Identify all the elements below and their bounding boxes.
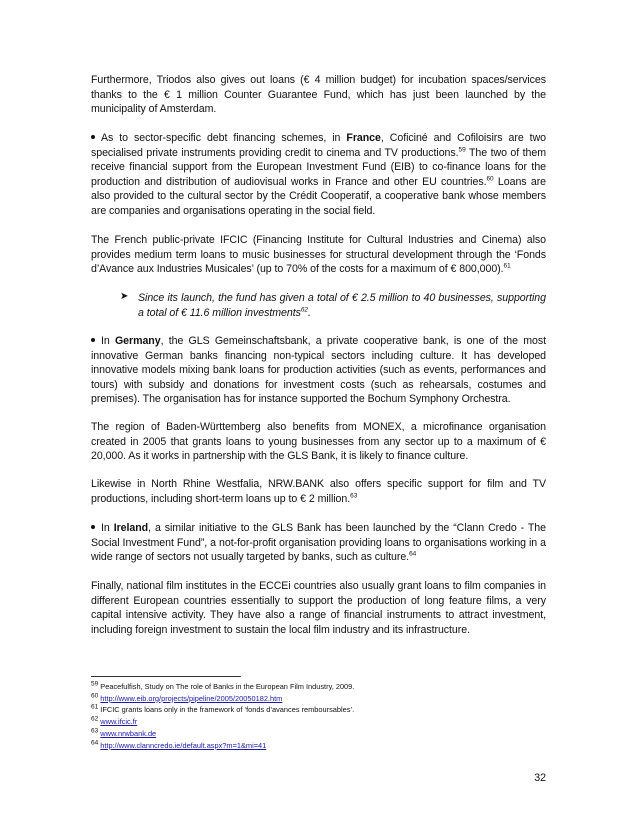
footnote-link[interactable]: http://www.clanncredo.ie/default.aspx?m=1&mi=41 xyxy=(100,740,267,750)
paragraph-france: As to sector-specific debt financing schemes, in France, Coficiné and Cofiloisirs are two specialised private instruments providing credit to cinema and TV productions.$^{59}$ The two of them receive financial support from the European Investment Fund (EIB) to co-finance loans for the production and distribution of audiovisual works in France and other EU countries.$^{60}$ Loans are also provided to the cultural sector by the Crédit Cooperatif, a cooperative bank whose members are companies and organisations operating in the social field. xyxy=(91,132,547,217)
footnote-ref[interactable]: 60 xyxy=(486,174,494,182)
country-name-germany: Germany xyxy=(114,335,161,347)
footnote: $^{62}$ www.ifcic.fr xyxy=(91,715,138,727)
footnote-link[interactable]: http://www.eib.org/projects/pipeline/2005/20050182.htm xyxy=(100,693,283,703)
paragraph-ireland: In Ireland, a similar initiative to the GLS Bank has been launched by the “Clann Credo - The Social Investment Fund”, a not-for-profit organisation providing loans to organisations working in a wide range of sectors not usually targeted by banks, such as culture.$^{64}$ xyxy=(91,522,546,563)
paragraph-ifcic: The French public-private IFCIC (Financing Institute for Cultural Industries and Cinema) also provides medium term loans to music businesses for structural development through the ‘Fonds d’Avance aux Industries Musicales’ (up to 70% of the costs for a maximum of € 800,000).$^{61}$ xyxy=(91,234,546,275)
footnote-divider xyxy=(91,676,241,677)
footnote: $^{61}$ IFCIC grants loans only in the framework of ‘fonds d’avances remboursables’. xyxy=(91,703,355,715)
paragraph-triodos xyxy=(91,73,546,117)
footnote-ref[interactable]: 63 xyxy=(350,491,358,499)
bullet-dot xyxy=(91,135,95,139)
paragraph-text: Furthermore, Triodos also gives out loans (€ 4 million budget) for incubation spaces/services thanks to the € 1 million Counter Guarantee Fund, which has just been launched by the municipality of Amsterdam. xyxy=(91,74,546,115)
footnote: $^{64}$ http://www.clanncredo.ie/default.aspx?m=1&mi=41 xyxy=(91,739,267,750)
arrow-bullet-icon: ➤ xyxy=(120,291,129,302)
footnote-ref[interactable]: 59 xyxy=(458,145,466,153)
footnote-link[interactable]: www.nrwbank.de xyxy=(100,728,157,738)
paragraph-nrw: Likewise in North Rhine Westfalia, NRW.BANK also offers specific support for film and TV productions, including short-term loans up to € 2 million.$^{63}$ xyxy=(91,478,546,505)
footnote: $^{63}$ www.nrwbank.de xyxy=(91,727,157,738)
footnote-ref[interactable]: 64 xyxy=(409,550,417,558)
paragraph-film-institutes: Finally, national film institutes in the ECCEi countries also usually grant loans to film companies in different European countries essentially to support the production of long feature films, a very capital intensive activity. They have also a range of financial instruments to attract investment, including foreign investment to sustain the local film industry and its infrastructure. xyxy=(91,580,546,636)
footnotes xyxy=(91,681,546,751)
paragraph-since-launch: Since its launch, the fund has given a total of € 2.5 million to 40 businesses, supporting a total of € 11.6 million investments$^{62}$. xyxy=(138,292,546,319)
footnote-ref[interactable]: 62 xyxy=(300,305,308,313)
paragraph-germany: In Germany, the GLS Gemeinschaftsbank, a private cooperative bank, is one of the most innovative German banks financing non-typical sectors including culture. It has developed innovative models mixing bank loans for production activities (such as events, performances and tours) with subsidy and donations for investment costs (such as rehearsals, costumes and premises). The organisation has for instance supported the Bochum Symphony Orchestra. xyxy=(91,335,546,405)
bullet-dot xyxy=(91,338,95,342)
footnote: $^{60}$ http://www.eib.org/projects/pipeline/2005/20050182.htm xyxy=(91,692,283,703)
footnote: $^{59}$ Peacefulfish, Study on The role of Banks in the European Film Industry, 2009. xyxy=(91,680,355,691)
country-name-ireland: Ireland xyxy=(113,522,149,534)
footnote-ref[interactable]: 61 xyxy=(503,262,511,270)
page-number: 32 xyxy=(534,772,546,784)
country-name-france: France xyxy=(346,132,381,144)
bullet-dot xyxy=(91,525,95,529)
paragraph-baden: The region of Baden-Württemberg also benefits from MONEX, a microfinance organisation created in 2005 that grants loans to young businesses from any sector up to a maximum of € 20,000. As it works in partnership with the GLS Bank, it is likely to finance culture. xyxy=(91,421,546,462)
footnote-link[interactable]: www.ifcic.fr xyxy=(100,717,138,727)
